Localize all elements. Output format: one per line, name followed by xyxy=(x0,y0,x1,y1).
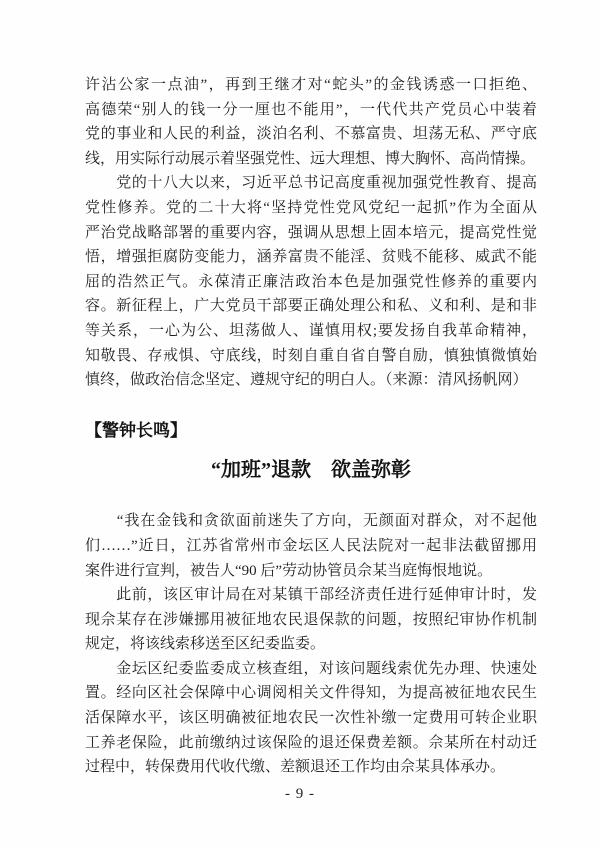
article-title: “加班”退款 欲盖弥彰 xyxy=(211,459,411,482)
text-line: 置。经向区社会保障中心调阅相关文件得知，为提高被征地农民生 xyxy=(85,685,537,702)
text-line: 党的十八大以来，习近平总书记高度重视加强党性教育、提高 xyxy=(85,175,537,192)
body-paragraph xyxy=(85,509,537,583)
text-line: 党性修养。党的二十大将“坚持党性党风党纪一起抓”作为全面从 xyxy=(85,199,537,216)
text-line: 高德荣“别人的钱一分一厘也不能用”，一代代共产党员心中装着 xyxy=(85,101,537,118)
section-heading: 【警钟长鸣】 xyxy=(85,420,187,440)
body-paragraph xyxy=(85,73,537,171)
text-line: 慎终，做政治信念坚定、遵规守纪的明白人。（来源：清风扬帆网） xyxy=(85,372,528,389)
text-line: 线，用实际行动展示着坚强党性、远大理想、博大胸怀、高尚情操。 xyxy=(85,150,536,167)
text-line: 悟，增强拒腐防变能力，涵养富贵不能淫、贫贱不能移、威武不能 xyxy=(85,249,537,266)
text-line: 现佘某存在涉嫌挪用被征地农民退保款的问题，按照纪审协作机制 xyxy=(85,611,537,628)
page-number: - 9 - xyxy=(285,786,315,802)
text-line: 许沾公家一点油”，再到王继才对“蛇头”的金钱诱惑一口拒绝、 xyxy=(85,77,537,93)
text-line: 活保障水平，该区明确被征地农民一次性补缴一定费用可转企业职 xyxy=(85,710,537,727)
body-paragraph xyxy=(85,171,537,392)
text-line: 知敬畏、存戒惧、守底线，时刻自重自省自警自励，慎独慎微慎始 xyxy=(85,347,537,364)
text-line: 们……”近日，江苏省常州市金坛区人民法院对一起非法截留挪用 xyxy=(85,537,537,554)
text-line: 屈的浩然正气。永葆清正廉洁政治本色是加强党性修养的重要内 xyxy=(85,273,537,290)
body-paragraph xyxy=(85,657,537,780)
document-body xyxy=(85,73,537,780)
text-line: 等关系，一心为公、坦荡做人、谨慎用权;要发扬自我革命精神， xyxy=(85,322,537,339)
text-line: 案件进行宣判，被告人“90 后”劳动协管员佘某当庭悔恨地说。 xyxy=(85,562,493,579)
text-line: 此前，该区审计局在对某镇干部经济责任进行延伸审计时，发 xyxy=(85,587,537,604)
text-line: 规定，将该线索移送至区纪委监委。 xyxy=(85,636,326,653)
text-line: “我在金钱和贪欲面前迷失了方向，无颜面对群众，对不起他 xyxy=(85,513,537,530)
text-line: 工养老保险，此前缴纳过该保险的退还保费差额。佘某所在村动迁 xyxy=(85,734,537,751)
text-line: 金坛区纪委监委成立核查组，对该问题线索优先办理、快速处 xyxy=(85,660,537,677)
body-paragraph xyxy=(85,583,537,657)
text-line: 党的事业和人民的利益，淡泊名利、不慕富贵、坦荡无私、严守底 xyxy=(85,126,537,143)
text-line: 严治党战略部署的重要内容，强调从思想上固本培元，提高党性觉 xyxy=(85,224,537,241)
text-line: 过程中，转保费用代收代缴、差额退还工作均由佘某具体承办。 xyxy=(85,759,506,776)
text-line: 容。新征程上，广大党员干部要正确处理公和私、义和利、是和非 xyxy=(85,298,537,315)
